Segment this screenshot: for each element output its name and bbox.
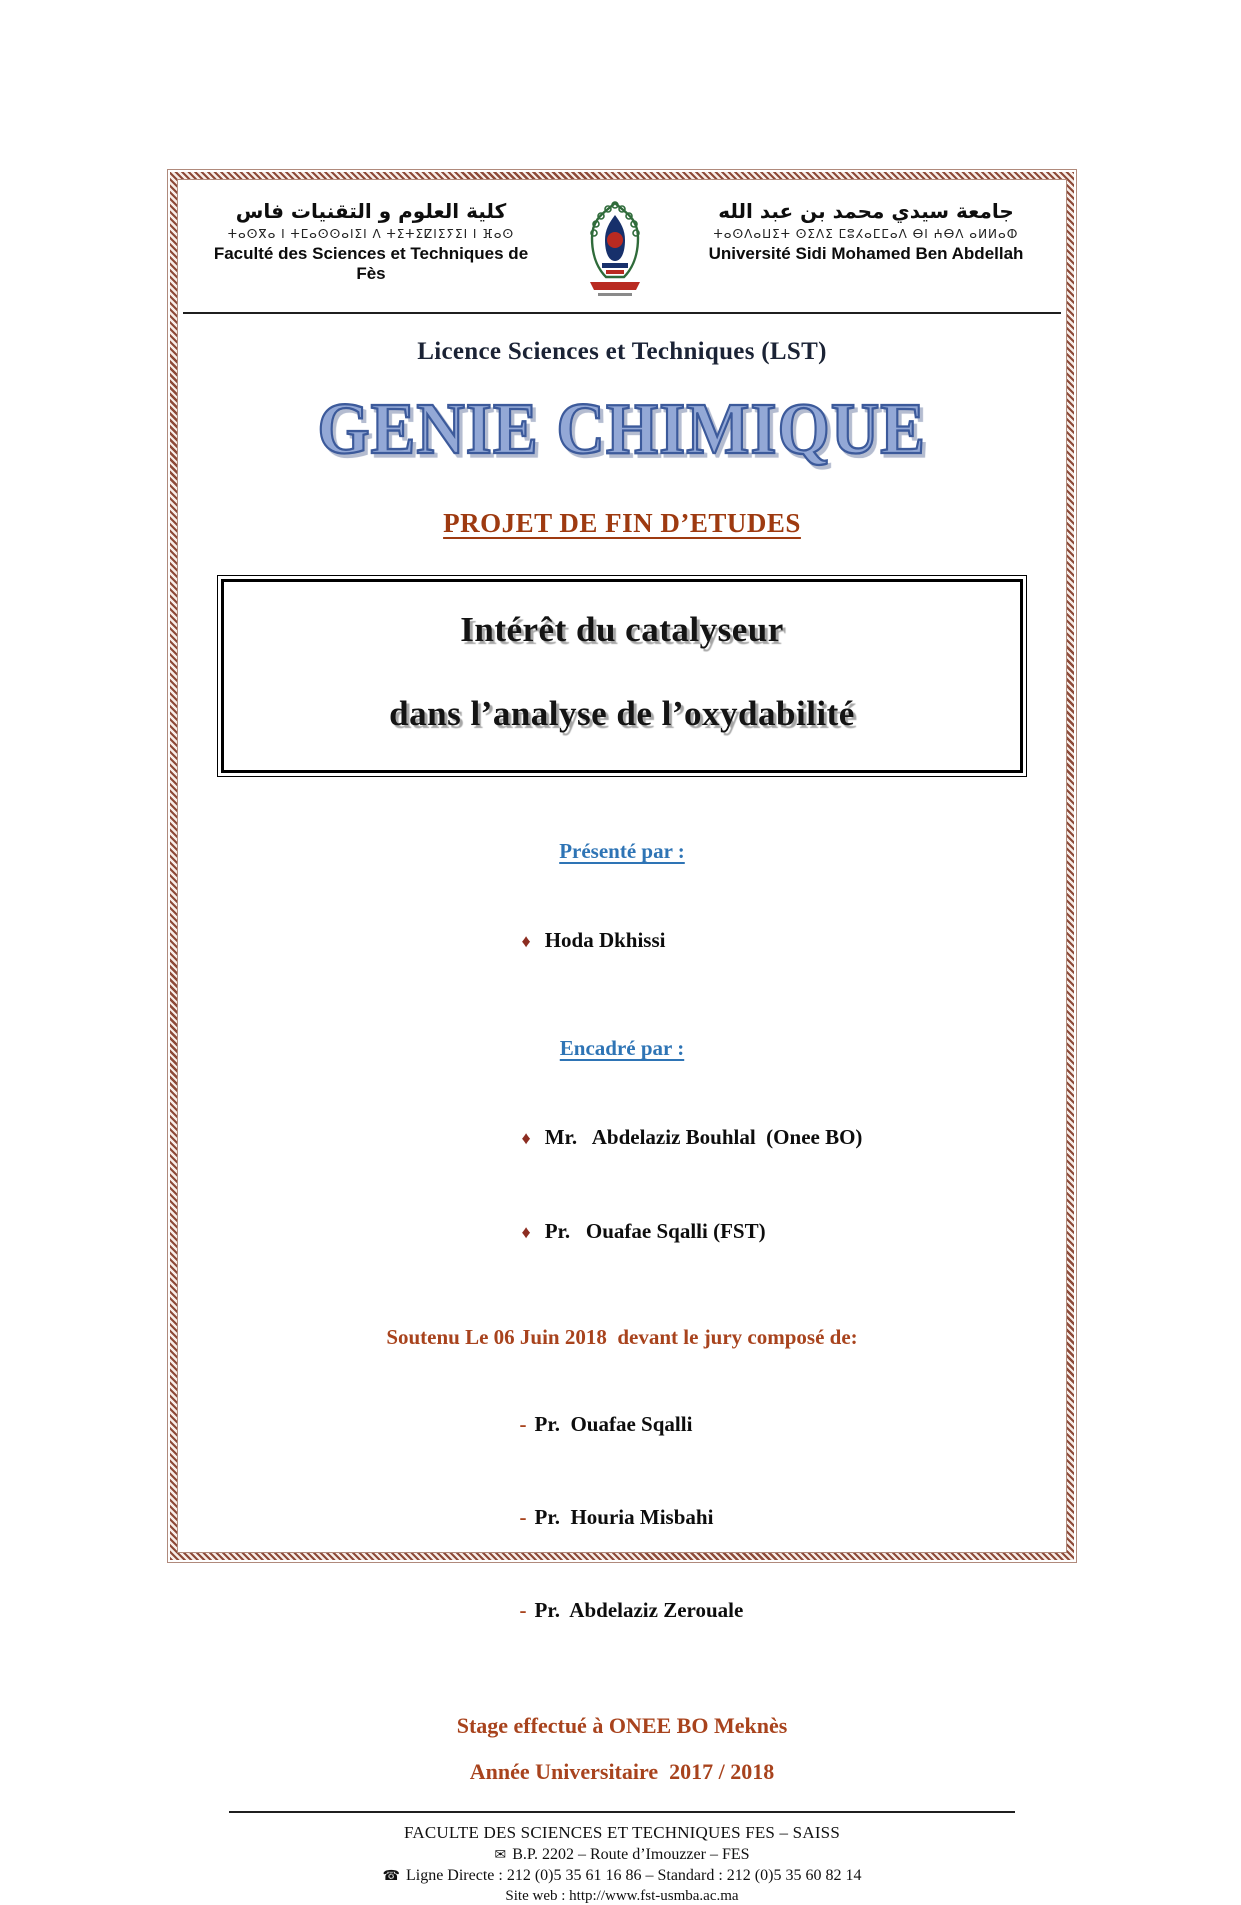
faculty-name-french: Faculté des Sciences et Techniques de Fès: [213, 244, 529, 283]
project-title-line1: Intérêt du catalyseur: [460, 610, 784, 649]
dash-bullet-icon: -: [519, 1412, 527, 1436]
hatched-border: [170, 172, 1074, 1904]
supervisor-item: [469, 1185, 1067, 1279]
presented-by-label: Présenté par :: [559, 839, 685, 863]
footer-divider: [229, 1811, 1015, 1813]
jury-member: [467, 1564, 1067, 1657]
faculty-name-tifinagh: ⵜⴰⵙⴳⴰ ⵏ ⵜⵎⴰⵙⵙⴰⵏⵉⵏ ⴷ ⵜⵉⵜⵉⵇⵏⵉⵢⵉⵏ ⵏ ⴼⴰⵙ: [227, 227, 515, 241]
student-name: [469, 894, 1067, 988]
document-type-wrap: [177, 508, 1067, 539]
footer: [177, 1823, 1067, 1905]
decorative-page-border: [167, 169, 1077, 1904]
jury-member-name: Pr. Abdelaziz Zerouale: [534, 1598, 744, 1622]
footer-institution: FACULTE DES SCIENCES ET TECHNIQUES FES – SAISS: [403, 1823, 840, 1842]
supervisor-name-text: Pr. Ouafae Sqalli (FST): [544, 1219, 766, 1243]
jury-member-name: Pr. Houria Misbahi: [534, 1505, 714, 1529]
footer-phones-text: Ligne Directe : 212 (0)5 35 61 16 86 – Standard : 212 (0)5 35 60 82 14: [405, 1867, 862, 1884]
project-title-box: [217, 575, 1027, 777]
document-type: PROJET DE FIN D’ETUDES: [443, 508, 801, 538]
degree-title: Licence Sciences et Techniques (LST): [417, 338, 827, 365]
footer-phones: [177, 1867, 1067, 1885]
student-name-text: Hoda Dkhissi: [544, 928, 666, 952]
university-name-arabic: جامعة سيدي محمد بن عبد الله: [718, 199, 1014, 223]
supervisor-name-text: Mr. Abdelaziz Bouhlal (Onee BO): [544, 1125, 863, 1149]
project-title-line2: dans l’analyse de l’oxydabilité: [389, 694, 855, 733]
specialty-title: GENIE CHIMIQUE: [317, 389, 927, 470]
defense-statement: Soutenu Le 06 Juin 2018 devant le jury composé de:: [386, 1325, 858, 1349]
project-title-inner-border: [221, 579, 1023, 773]
mail-icon: ✉: [494, 1847, 507, 1863]
faculty-name-arabic: كلية العلوم و التقنيات فاس: [235, 199, 507, 223]
supervised-by-label: Encadré par :: [559, 1036, 685, 1060]
footer-website[interactable]: Site web : http://www.fst-usmba.ac.ma: [505, 1888, 739, 1904]
internship-statement: Stage effectué à ONEE BO Meknès: [456, 1713, 788, 1738]
university-name-french: Université Sidi Mohamed Ben Abdellah: [708, 244, 1024, 263]
header: [177, 179, 1067, 306]
university-logo: [575, 197, 655, 306]
diamond-bullet-icon: ♦: [521, 931, 531, 951]
supervisor-list: [469, 1091, 1067, 1279]
university-block: [685, 199, 1047, 264]
university-emblem-graphic: [577, 197, 653, 301]
footer-address: [177, 1846, 1067, 1864]
header-divider: [183, 312, 1061, 314]
jury-member: [467, 1378, 1067, 1471]
jury-list: [467, 1378, 1067, 1657]
diamond-bullet-icon: ♦: [521, 1222, 531, 1242]
cover-page: [177, 179, 1067, 1904]
footer-address-text: B.P. 2202 – Route d’Imouzzer – FES: [512, 1846, 750, 1863]
university-name-tifinagh: ⵜⴰⵙⴷⴰⵡⵉⵜ ⵙⵉⴷⵉ ⵎⵓⵃⴰⵎⵎⴰⴷ ⴱⵏ ⵄⴱⴷ ⴰⵍⵍⴰⵀ: [713, 227, 1019, 241]
faculty-block: [197, 199, 545, 284]
jury-member: [467, 1471, 1067, 1564]
phone-icon: ☎: [382, 1868, 400, 1884]
student-list: [469, 894, 1067, 988]
supervisor-item: [469, 1091, 1067, 1185]
diamond-bullet-icon: ♦: [521, 1128, 531, 1148]
dash-bullet-icon: -: [519, 1505, 527, 1529]
specialty-wrap: [177, 388, 1067, 470]
academic-year: Année Universitaire 2017 / 2018: [469, 1759, 775, 1784]
jury-member-name: Pr. Ouafae Sqalli: [534, 1412, 693, 1436]
dash-bullet-icon: -: [519, 1598, 527, 1622]
